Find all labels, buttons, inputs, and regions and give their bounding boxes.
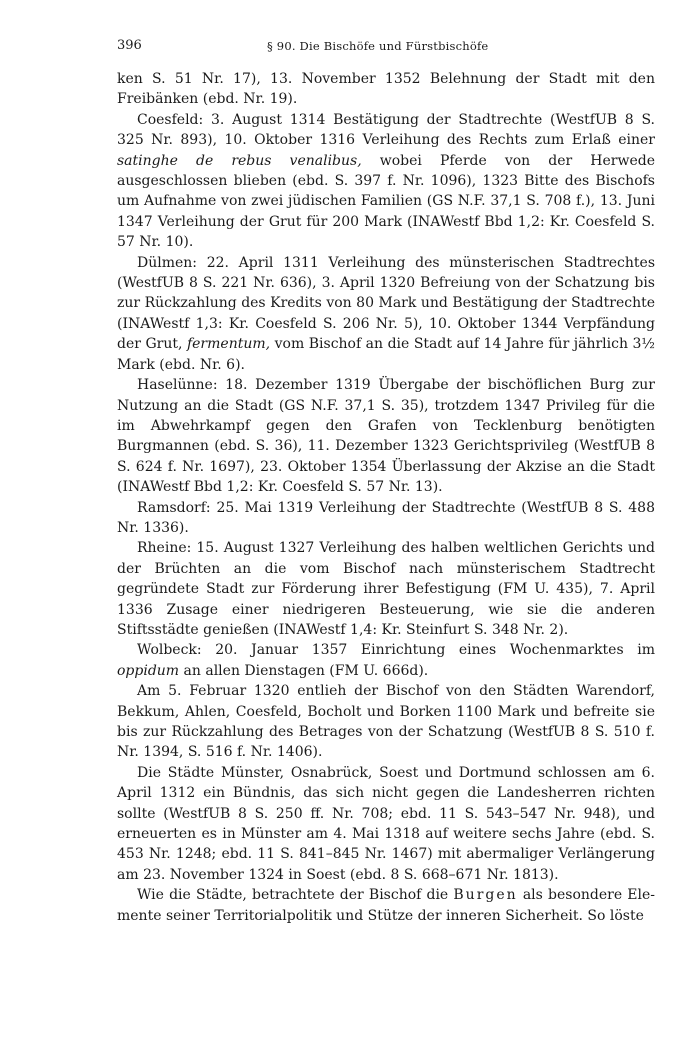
paragraph-loan-1320: Am 5. Februar 1320 entlieh der Bischof von den Städten Warendorf, Bekkum, Ahlen, Coesfeld, Bocholt und Borken 1100 Mark und befreite sie bis zur Rückzahlung des Betrages von der Schatzung (WestfUB 8 S. 510 f. Nr. 1394, S. 516 f. Nr. 1406). (117, 683, 655, 761)
paragraph-burgen: Wie die Städte, betrachtete der Bischof die Burgen als besondere Elemente seiner Territorialpolitik und Stütze der inneren Sicherheit. So löste (117, 887, 655, 924)
paragraph-city-alliance: Die Städte Münster, Osnabrück, Soest und Dortmund schlossen am 6. April 1312 ein Bündnis, das sich nicht gegen die Landesherren richten sollte (WestfUB 8 S. 250 ff. Nr. 708; ebd. 11 S. 543–547 Nr. 948), und erneuerten es in Münster am 4. Mai 1318 auf weitere sechs Jahre (ebd. S. 453 Nr. 1248; ebd. 11 S. 841–845 Nr. 1467) mit abermaliger Verlängerung am 23. November 1324 in Soest (ebd. 8 S. 668–671 Nr. 1813). (117, 764, 655, 883)
spaced-term: Burgen (453, 887, 518, 904)
latin-term: fermentum, (186, 336, 271, 353)
page-number: 396 (117, 38, 142, 53)
page-header (117, 36, 587, 56)
latin-term: satinghe de rebus venalibus, (117, 152, 362, 169)
paragraph-coesfeld: Coesfeld: 3. August 1314 Bestätigung der Stadtrechte (WestfUB 8 S. 325 Nr. 893), 10. Oktober 1316 Verleihung des Rechts zum Erlaß einer satinghe de rebus venalibus, wobei Pferde von der Herwede ausgeschlossen blieben (ebd. S. 397 f. Nr. 1096), 1323 Bitte des Bischofs um Aufnahme von zwei jüdischen Familien (GS N.F. 37,1 S. 708 f.), 13. Juni 1347 Verleihung der Grut für 200 Mark (INAWestf Bbd 1,2: Kr. Coesfeld S. 57 Nr. 10). (117, 111, 655, 251)
body-text (117, 69, 655, 926)
paragraph-haseluenne: Haselünne: 18. Dezember 1319 Übergabe der bischöflichen Burg zur Nutzung an die Stadt (GS N.F. 37,1 S. 35), trotzdem 1347 Privileg für die im Abwehrkampf gegen den Grafen von Tecklenburg benötigten Burgmannen (ebd. S. 36), 11. Dezember 1323 Gerichtsprivileg (WestfUB 8 S. 624 f. Nr. 1697), 23. Oktober 1354 Überlassung der Akzise an die Stadt (INAWestf Bbd 1,2: Kr. Coesfeld S. 57 Nr. 13). (117, 377, 655, 496)
paragraph-ramsdorf: Ramsdorf: 25. Mai 1319 Verleihung der Stadtrechte (WestfUB 8 S. 488 Nr. 1336). (117, 499, 655, 536)
paragraph-rheine: Rheine: 15. August 1327 Verleihung des halben weltlichen Gerichts und der Brüchten an die vom Bischof nach münsterischem Stadtrecht gegründete Stadt zur Förderung ihrer Befestigung (FM U. 435), 7. April 1336 Zusage einer niedrigeren Besteuerung, wie sie die anderen Stiftsstädte genießen (INAWestf 1,4: Kr. Steinfurt S. 348 Nr. 2). (117, 540, 655, 638)
paragraph-wolbeck: Wolbeck: 20. Januar 1357 Einrichtung eines Wochenmarktes im oppidum an allen Dienstagen (FM U. 666d). (117, 642, 655, 679)
paragraph-continuation: ken S. 51 Nr. 17), 13. November 1352 Belehnung der Stadt mit den Freibänken (ebd. Nr. 19). (117, 71, 655, 108)
paragraph-duelmen: Dülmen: 22. April 1311 Verleihung des münsterischen Stadtrechtes (WestfUB 8 S. 221 Nr. 636), 3. April 1320 Befreiung von der Schatzung bis zur Rückzahlung des Kredits von 80 Mark und Bestätigung der Stadtrechte (INAWestf 1,3: Kr. Coesfeld S. 206 Nr. 5), 10. Oktober 1344 Verpfändung der Grut, fermentum, vom Bischof an die Stadt auf 14 Jahre für jährlich 3½ Mark (ebd. Nr. 6). (117, 254, 655, 373)
running-title: § 90. Die Bischöfe und Fürstbischöfe (267, 39, 489, 53)
latin-term: oppidum (117, 662, 180, 679)
